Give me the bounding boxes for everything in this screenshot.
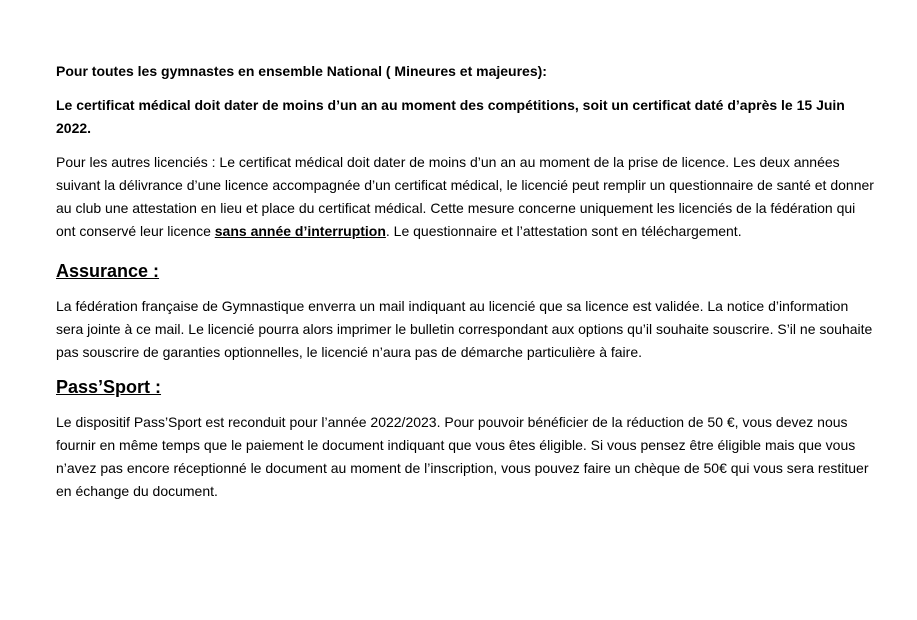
no-interruption-emphasis: sans année d’interruption bbox=[214, 223, 386, 239]
passsport-paragraph: Le dispositif Pass’Sport est reconduit pour l’année 2022/2023. Pour pouvoir bénéficier de la réduction de 50 €, vous devez nous fournir en même temps que le paiement le document indiquant que vous êtes éligible. Si vous pensez être éligible mais que vous n’avez pas encore réceptionné le document au moment de l’inscription, vous pouvez faire un chèque de 50€ qui vous sera restituer en échange du document. bbox=[56, 414, 869, 499]
intro-heading: Pour toutes les gymnastes en ensemble National ( Mineures et majeures): bbox=[56, 63, 547, 79]
other-licensees-text-after: . Le questionnaire et l’attestation sont en téléchargement. bbox=[385, 223, 742, 239]
other-licensees-text-before: Pour les autres licenciés : Le certificat médical doit dater de moins d’un an au moment de la prise de licence. Les deux années suivant la délivrance d’une licence accompagnée d’un certificat médical, le licencié peut remplir un questionnaire de santé et donner au club une attestation en lieu et place du certificat médical. Cette mesure concerne uniquement les licenciés de la fédération qui ont conservé leur licence bbox=[56, 154, 874, 239]
assurance-paragraph: La fédération française de Gymnastique enverra un mail indiquant au licencié que sa licence est validée. La notice d’information sera jointe à ce mail. Le licencié pourra alors imprimer le bulletin correspondant aux options qu’il souhaite souscrire. S’il ne souhaite pas souscrire de garanties optionnelles, le licencié n’aura pas de démarche particulière à faire. bbox=[56, 298, 873, 360]
passsport-heading: Pass’Sport : bbox=[56, 377, 162, 397]
assurance-heading: Assurance : bbox=[56, 261, 160, 281]
document-page bbox=[56, 60, 874, 503]
other-licensees-paragraph bbox=[56, 151, 874, 243]
certificate-rule: Le certificat médical doit dater de moins d’un an au moment des compétitions, soit un certificat daté d’après le 15 Juin 2022. bbox=[56, 97, 845, 136]
